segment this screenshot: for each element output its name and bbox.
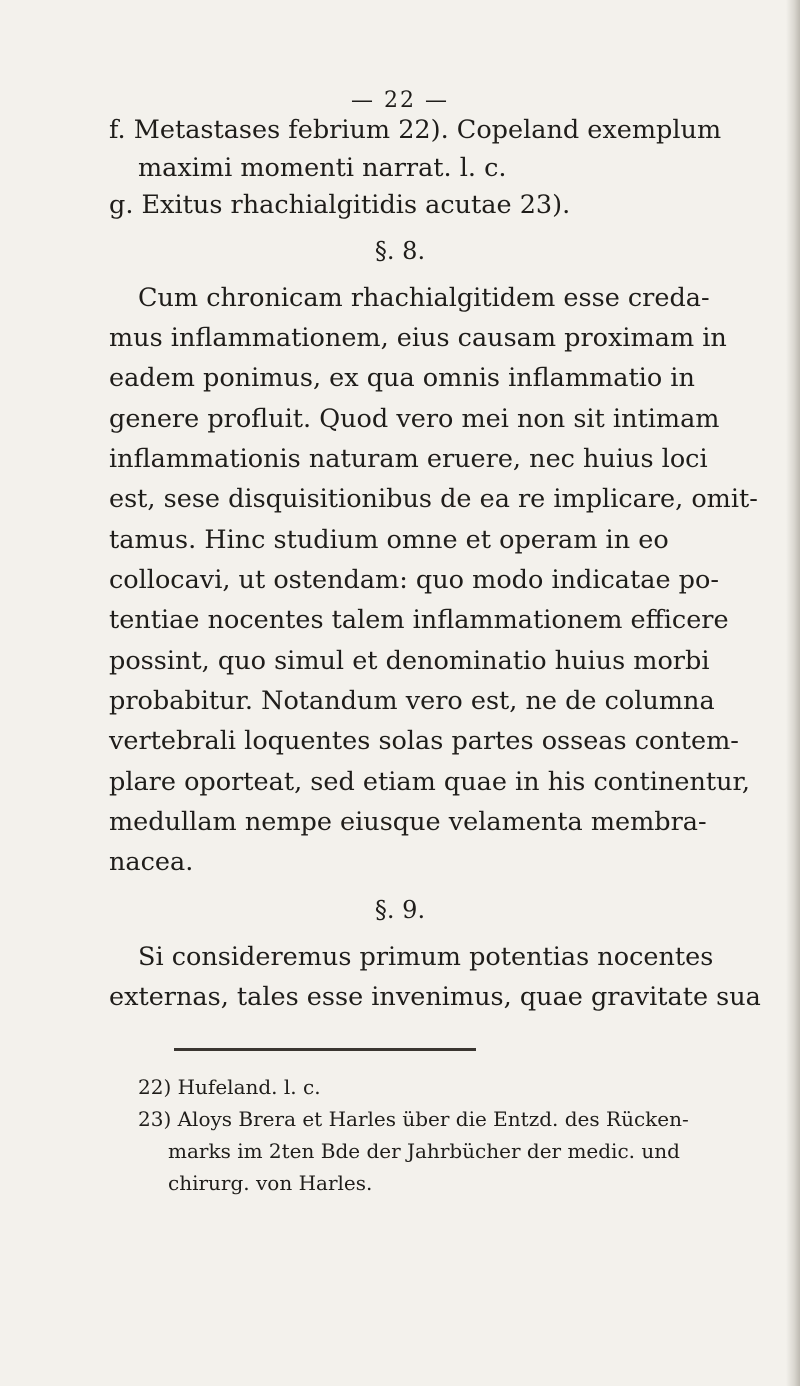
- text-line: genere profluit. Quod vero mei non sit intimam: [109, 404, 720, 434]
- text-line: externas, tales esse invenimus, quae gravitate sua: [109, 982, 761, 1012]
- text-line: collocavi, ut ostendam: quo modo indicatae po-: [109, 565, 719, 595]
- text-line: tentiae nocentes talem inflammationem efficere: [109, 605, 729, 635]
- text-line: f. Metastases febrium 22). Copeland exemplum: [109, 115, 722, 145]
- section-heading: §. 8.: [374, 237, 426, 265]
- text-line: eadem ponimus, ex qua omnis inflammatio in: [109, 363, 695, 393]
- page-edge-shadow: [786, 0, 800, 1386]
- text-line: est, sese disquisitionibus de ea re implicare, omit-: [109, 484, 758, 514]
- text-line: maximi momenti narrat. l. c.: [138, 153, 507, 183]
- footnote: 23) Aloys Brera et Harles über die Entzd. des Rücken-: [138, 1107, 689, 1131]
- text-line: vertebrali loquentes solas partes osseas contem-: [109, 726, 739, 756]
- text-line: medullam nempe eiusque velamenta membra-: [109, 807, 707, 837]
- text-line: g. Exitus rhachialgitidis acutae 23).: [109, 190, 571, 220]
- text-line: tamus. Hinc studium omne et operam in eo: [109, 525, 669, 555]
- text-line: probabitur. Notandum vero est, ne de columna: [109, 686, 715, 716]
- page-number: — 22 —: [351, 88, 449, 113]
- footnote: marks im 2ten Bde der Jahrbücher der medic. und: [168, 1139, 680, 1163]
- text-line: possint, quo simul et denominatio huius morbi: [109, 646, 710, 676]
- text-line: Si consideremus primum potentias nocentes: [138, 942, 714, 972]
- text-line: nacea.: [109, 847, 194, 877]
- footnote: chirurg. von Harles.: [168, 1171, 373, 1195]
- text-line: Cum chronicam rhachialgitidem esse creda-: [138, 283, 710, 313]
- footnote-separator: [174, 1048, 476, 1051]
- text-line: inflammationis naturam eruere, nec huius loci: [109, 444, 708, 474]
- text-line: mus inflammationem, eius causam proximam in: [109, 323, 727, 353]
- text-line: plare oporteat, sed etiam quae in his continentur,: [109, 767, 751, 797]
- section-heading: §. 9.: [374, 896, 426, 924]
- footnote: 22) Hufeland. l. c.: [138, 1075, 321, 1099]
